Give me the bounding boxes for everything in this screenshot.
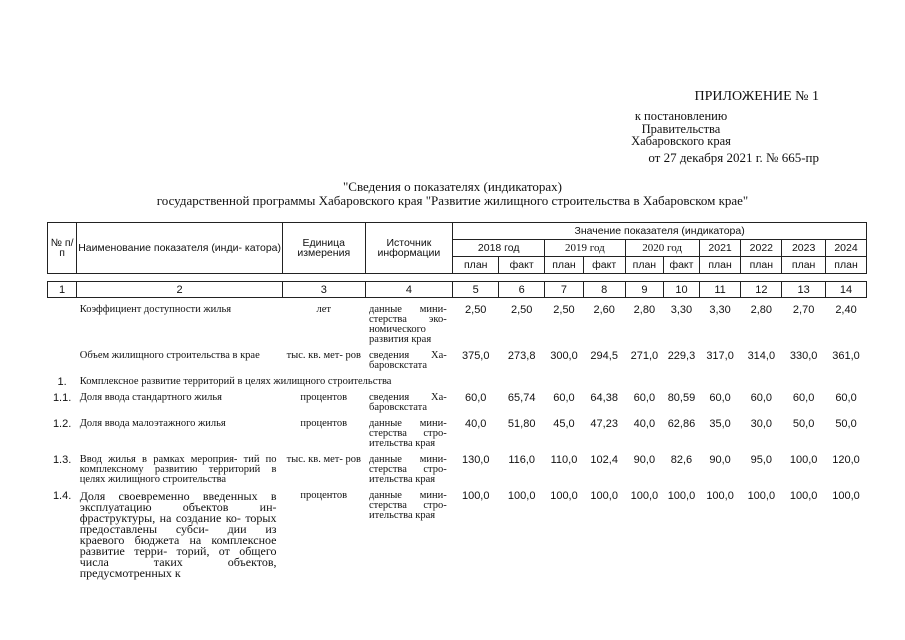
value-cell: 60,0 bbox=[835, 392, 857, 404]
indicator-name: Коэффициент доступности жилья bbox=[79, 304, 232, 315]
section-number: 1. bbox=[57, 376, 67, 388]
value-cell: 375,0 bbox=[461, 350, 490, 362]
value-cell: 82,6 bbox=[670, 454, 693, 466]
column-number: 10 bbox=[664, 282, 700, 298]
header-source: Источник информации bbox=[365, 223, 453, 274]
value-cell: 60,0 bbox=[709, 392, 731, 404]
value-cell: 102,4 bbox=[590, 454, 618, 466]
value-cell: 100,0 bbox=[747, 490, 776, 502]
column-number: 12 bbox=[741, 282, 782, 298]
column-number: 11 bbox=[699, 282, 741, 298]
column-number: 6 bbox=[499, 282, 545, 298]
header-year: 2021 bbox=[699, 240, 741, 257]
section-title: Комплексное развитие территорий в целях жилищного строительства bbox=[79, 376, 392, 387]
source-cell: сведения Ха- баровскстата bbox=[369, 392, 447, 413]
header-year: 2023 bbox=[782, 240, 826, 257]
column-number: 4 bbox=[365, 282, 453, 298]
value-cell: 60,0 bbox=[465, 392, 487, 404]
column-numbers-row bbox=[48, 282, 867, 298]
indicator-name: Доля своевременно введенных в эксплуатацию объектов ин- фраструктуры, на создание ко- торых предоставлены субси- дии из краевого бюджета на комплексное развитие терри- торий, от общего числа таких объектов, предусмотренных к bbox=[79, 489, 277, 580]
section-row bbox=[48, 377, 867, 393]
header-year: 2019 год bbox=[545, 240, 625, 257]
indicator-name: Доля ввода стандартного жилья bbox=[79, 392, 223, 403]
column-number: 14 bbox=[826, 282, 867, 298]
value-cell: 300,0 bbox=[550, 350, 578, 362]
value-cell: 60,0 bbox=[792, 392, 815, 404]
value-cell: 2,50 bbox=[510, 304, 533, 316]
document-title-line-2: государственной программы Хабаровского края "Развитие жилищного строительства в Хабаровском крае" bbox=[156, 192, 749, 208]
value-cell: 100,0 bbox=[706, 490, 734, 502]
annex-line-1: к постановлению bbox=[634, 109, 728, 123]
table-row bbox=[48, 393, 867, 419]
header-year: 2022 bbox=[741, 240, 782, 257]
value-cell: 314,0 bbox=[747, 350, 776, 362]
header-year: 2020 год bbox=[625, 240, 699, 257]
header-plan: план bbox=[453, 257, 499, 274]
value-cell: 3,30 bbox=[709, 304, 731, 316]
document-title-line-1: "Сведения о показателях (индикаторах) bbox=[343, 179, 562, 194]
header-plan: план bbox=[782, 257, 826, 274]
header-plan: план bbox=[699, 257, 741, 274]
column-number: 5 bbox=[453, 282, 499, 298]
row-number: 1.2. bbox=[52, 418, 72, 430]
header-fact: факт bbox=[583, 257, 625, 274]
table-row bbox=[48, 455, 867, 491]
table-row bbox=[48, 491, 867, 585]
value-cell: 45,0 bbox=[553, 418, 575, 430]
annex-reference bbox=[581, 110, 781, 148]
row-number bbox=[48, 305, 77, 351]
value-cell: 60,0 bbox=[633, 392, 656, 404]
value-cell: 2,50 bbox=[553, 304, 575, 316]
value-cell: 100,0 bbox=[550, 490, 578, 502]
header-values: Значение показателя (индикатора) bbox=[453, 223, 867, 240]
value-cell: 2,60 bbox=[593, 304, 615, 316]
value-cell: 40,0 bbox=[633, 418, 656, 430]
value-cell: 330,0 bbox=[789, 350, 818, 362]
row-number: 1.4. bbox=[52, 490, 72, 502]
table-row bbox=[48, 419, 867, 455]
row-number bbox=[48, 351, 77, 377]
annex-title: ПРИЛОЖЕНИЕ № 1 bbox=[694, 89, 819, 104]
value-cell: 116,0 bbox=[508, 454, 536, 466]
indicator-name: Ввод жилья в рамках мероприя- тий по комплексному развитию территорий в целях жилищного строительства bbox=[79, 454, 277, 485]
value-cell: 100,0 bbox=[630, 490, 659, 502]
value-cell: 271,0 bbox=[630, 350, 659, 362]
value-cell: 2,40 bbox=[835, 304, 857, 316]
column-number: 9 bbox=[625, 282, 664, 298]
value-cell: 100,0 bbox=[507, 490, 536, 502]
header-fact: факт bbox=[664, 257, 700, 274]
indicators-table bbox=[47, 222, 867, 585]
source-cell: данные мини- стерства стро- ительства края bbox=[369, 418, 447, 449]
value-cell: 100,0 bbox=[832, 490, 860, 502]
column-number: 7 bbox=[545, 282, 584, 298]
annex-header bbox=[563, 89, 823, 165]
value-cell: 51,80 bbox=[507, 418, 536, 430]
value-cell: 35,0 bbox=[709, 418, 731, 430]
unit-cell: процентов bbox=[300, 392, 348, 403]
row-number: 1.1. bbox=[52, 392, 72, 404]
value-cell: 40,0 bbox=[465, 418, 487, 430]
unit-cell: процентов bbox=[300, 490, 348, 501]
table-row bbox=[48, 351, 867, 377]
value-cell: 361,0 bbox=[832, 350, 860, 362]
column-number: 2 bbox=[77, 282, 283, 298]
annex-line-2: Правительства bbox=[641, 121, 721, 136]
header-num: № п/п bbox=[48, 223, 77, 274]
header-year: 2024 bbox=[826, 240, 867, 257]
annex-line-3: Хабаровского края bbox=[631, 134, 731, 148]
value-cell: 95,0 bbox=[750, 454, 773, 466]
value-cell: 120,0 bbox=[832, 454, 860, 466]
column-number: 13 bbox=[782, 282, 826, 298]
value-cell: 273,8 bbox=[507, 350, 536, 362]
value-cell: 30,0 bbox=[750, 418, 773, 430]
header-unit: Единица измерения bbox=[283, 223, 366, 274]
annex-date: от 27 декабря 2021 г. № 665-пр bbox=[648, 149, 819, 165]
source-cell: данные мини- стерства стро- ительства края bbox=[369, 454, 447, 485]
value-cell: 110,0 bbox=[550, 454, 578, 466]
value-cell: 2,80 bbox=[750, 304, 773, 316]
unit-cell: процентов bbox=[300, 418, 348, 429]
document-title bbox=[0, 180, 905, 207]
column-number: 3 bbox=[283, 282, 366, 298]
value-cell: 2,70 bbox=[792, 304, 815, 316]
value-cell: 2,80 bbox=[633, 304, 656, 316]
value-cell: 90,0 bbox=[633, 454, 656, 466]
value-cell: 62,86 bbox=[667, 418, 696, 430]
value-cell: 317,0 bbox=[706, 350, 734, 362]
source-cell: сведения Ха- баровскстата bbox=[369, 350, 447, 371]
value-cell: 130,0 bbox=[461, 454, 490, 466]
value-cell: 100,0 bbox=[667, 490, 696, 502]
column-number: 1 bbox=[48, 282, 77, 298]
header-year: 2018 год bbox=[453, 240, 545, 257]
indicator-name: Доля ввода малоэтажного жилья bbox=[79, 418, 226, 429]
row-number: 1.3. bbox=[52, 454, 72, 466]
source-cell: данные мини- стерства эко- номического развития края bbox=[369, 304, 447, 345]
value-cell: 294,5 bbox=[590, 350, 618, 362]
value-cell: 100,0 bbox=[590, 490, 618, 502]
value-cell: 60,0 bbox=[750, 392, 773, 404]
value-cell: 100,0 bbox=[789, 454, 818, 466]
value-cell: 100,0 bbox=[789, 490, 818, 502]
value-cell: 50,0 bbox=[835, 418, 857, 430]
table-row bbox=[48, 305, 867, 351]
value-cell: 50,0 bbox=[792, 418, 815, 430]
value-cell: 47,23 bbox=[590, 418, 618, 430]
source-cell: данные мини- стерства стро- ительства края bbox=[369, 490, 447, 521]
value-cell: 100,0 bbox=[461, 490, 490, 502]
column-number: 8 bbox=[583, 282, 625, 298]
header-fact: факт bbox=[499, 257, 545, 274]
header-plan: план bbox=[826, 257, 867, 274]
value-cell: 229,3 bbox=[667, 350, 696, 362]
value-cell: 3,30 bbox=[670, 304, 693, 316]
value-cell: 90,0 bbox=[709, 454, 731, 466]
value-cell: 65,74 bbox=[507, 392, 536, 404]
header-plan: план bbox=[741, 257, 782, 274]
value-cell: 80,59 bbox=[667, 392, 696, 404]
indicator-name: Объем жилищного строительства в крае bbox=[79, 350, 260, 361]
unit-cell: тыс. кв. мет- ров bbox=[286, 454, 361, 465]
value-cell: 64,38 bbox=[590, 392, 618, 404]
unit-cell: лет bbox=[316, 304, 331, 315]
header-plan: план bbox=[545, 257, 584, 274]
header-indicator-name: Наименование показателя (инди- катора) bbox=[77, 223, 283, 274]
value-cell: 60,0 bbox=[553, 392, 575, 404]
header-plan: план bbox=[625, 257, 664, 274]
unit-cell: тыс. кв. мет- ров bbox=[286, 350, 361, 361]
value-cell: 2,50 bbox=[465, 304, 487, 316]
